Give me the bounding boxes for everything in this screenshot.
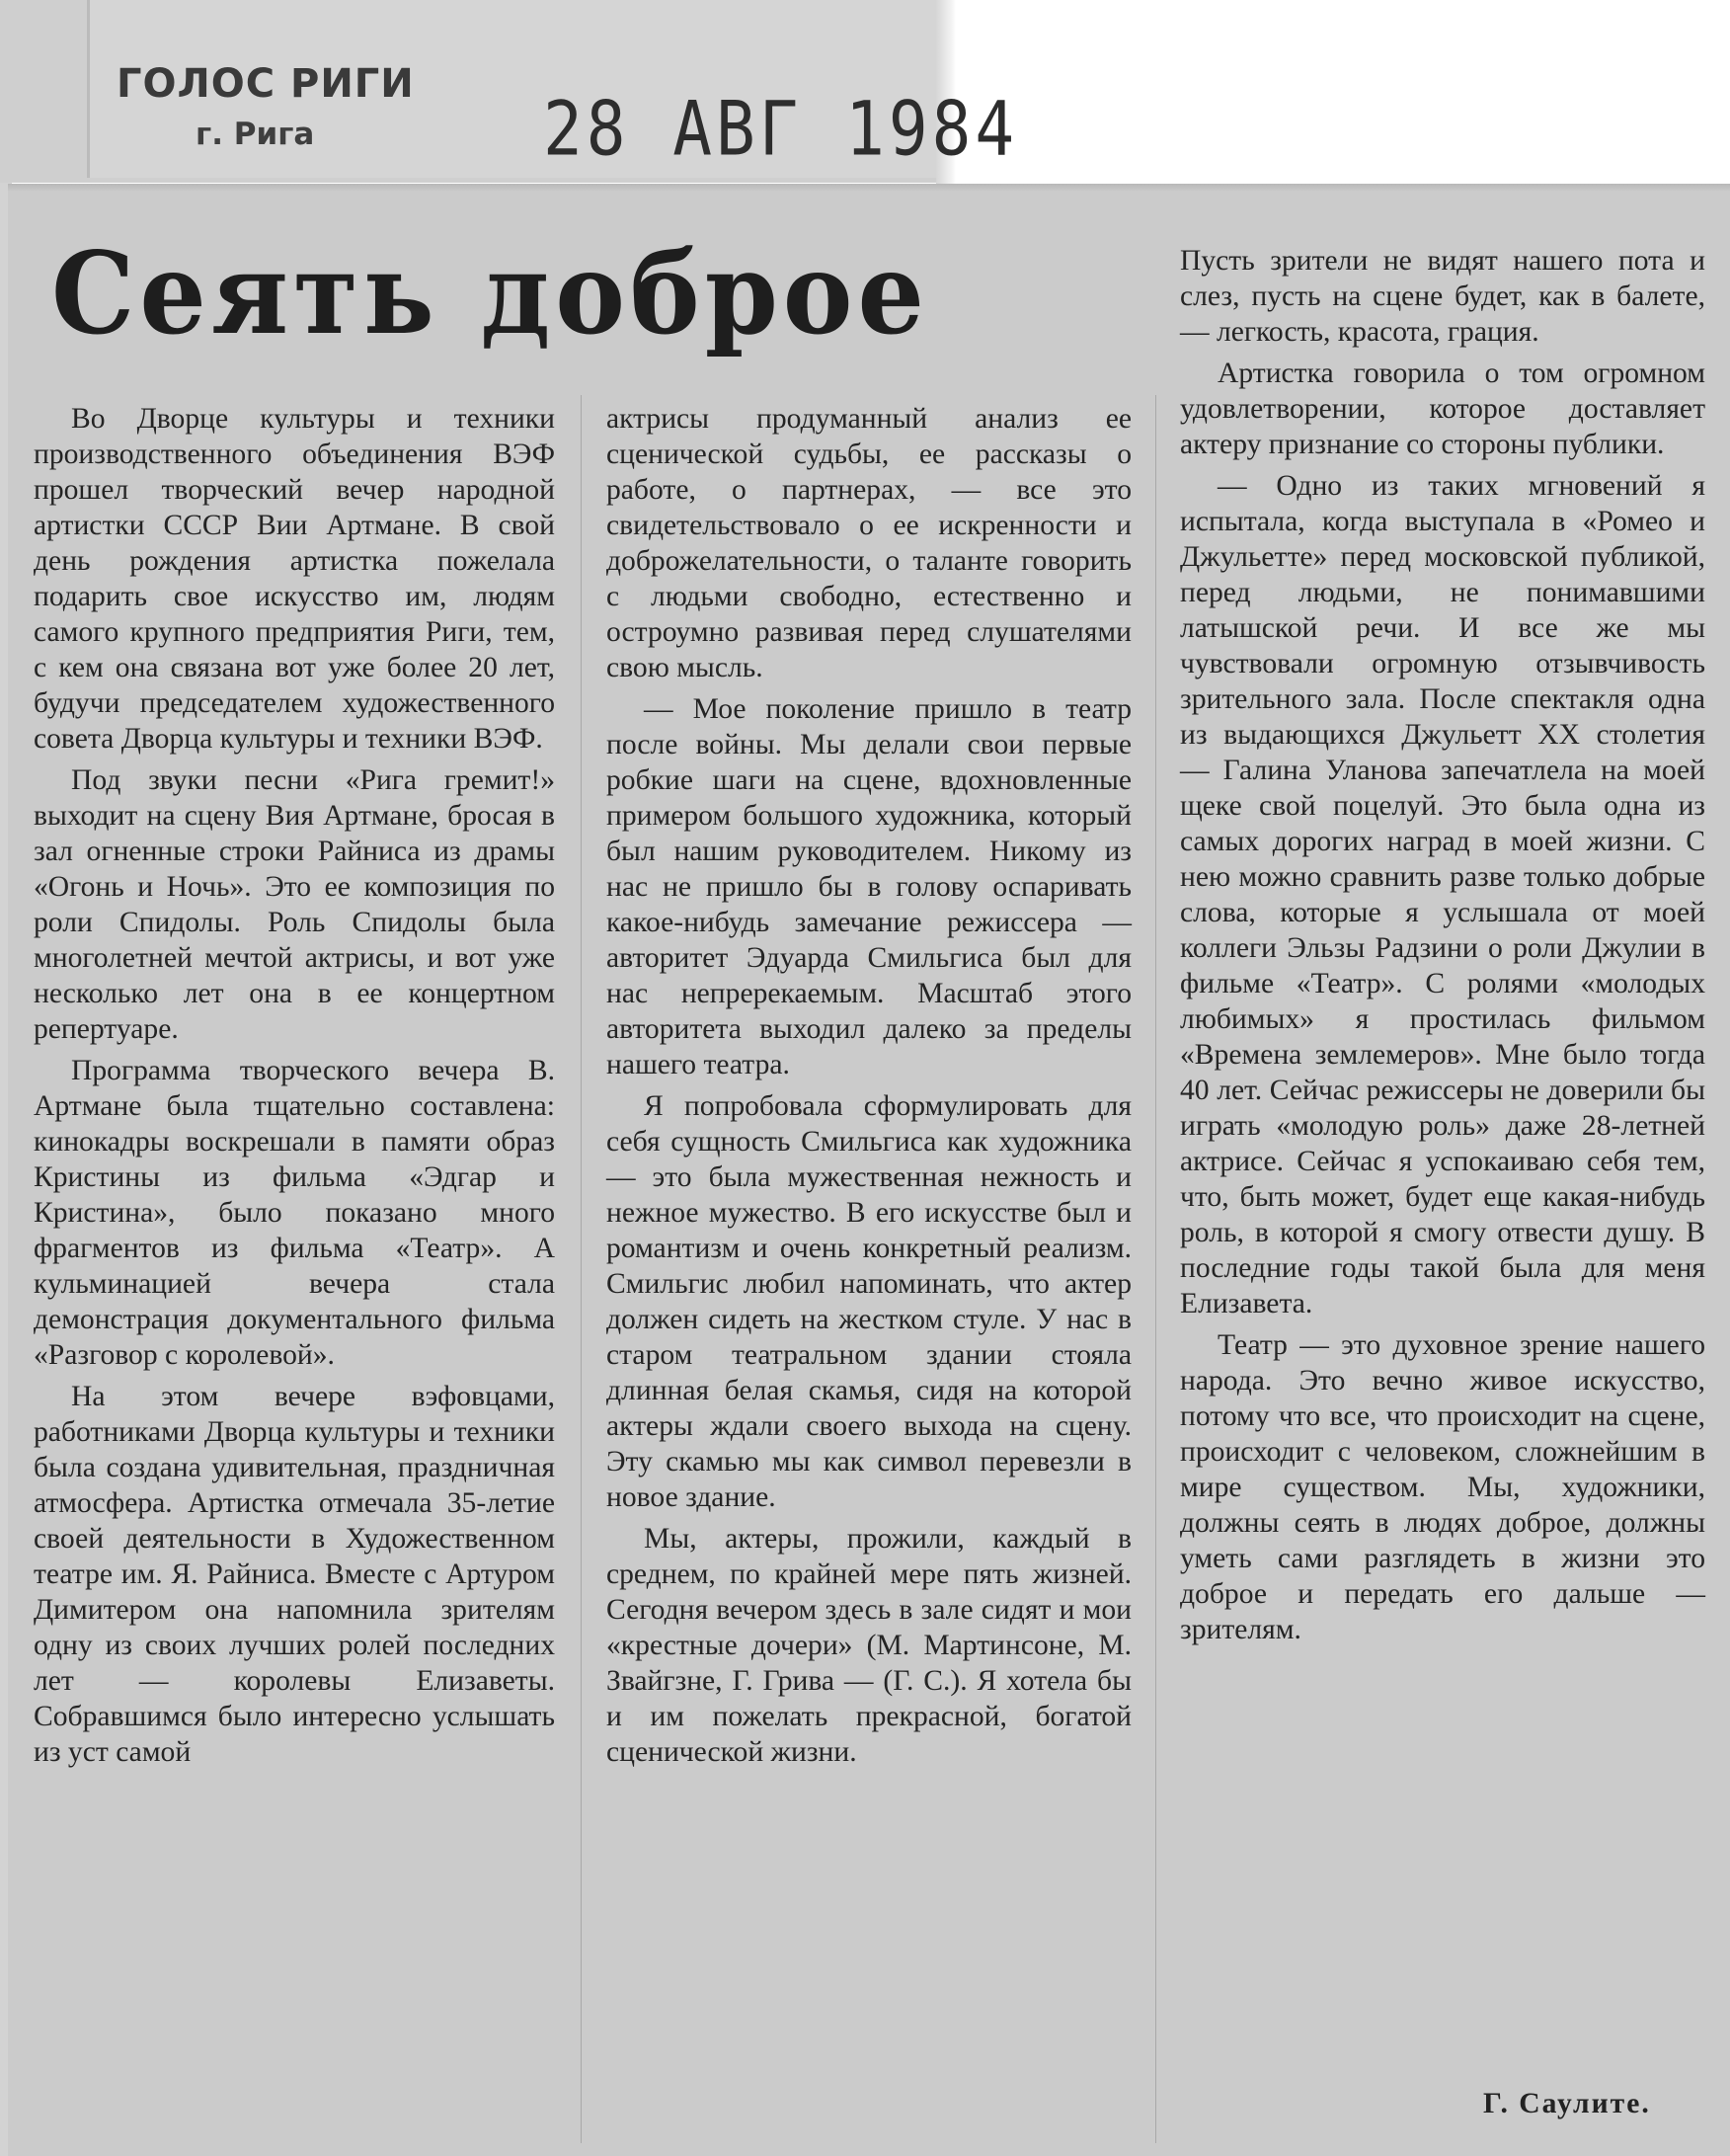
article-column-3 (1180, 243, 1705, 1647)
article-column-1 (34, 401, 555, 1770)
paper-top-shadow (8, 184, 1730, 192)
paragraph: Я попробовала сформулировать для себя сущность Смильгиса как художника — это была мужественная нежность и нежное мужество. В его искусстве был и романтизм и очень конкретный реализм. Смильгис любил напоминать, что актер должен сидеть на жестком стуле. У нас в старом театральном здании стояла длинная белая скамья, сидя на которой актеры ждали своего выхода на сцену. Эту скамью мы как символ перевезли в новое здание. (606, 1090, 1132, 1513)
paragraph: актрисы продуманный анализ ее сценической судьбы, ее рассказы о работе, о партнерах, — все это свидетельствовало о ее искренности и доброжелательности, о таланте говорить с людьми свободно, естественно и остроумно развивая перед слушателями свою мысль. (606, 403, 1132, 683)
paragraph: На этом вечере вэфовцами, работниками Дворца культуры и техники была создана удивительная, праздничная атмосфера. Артистка отмечала 35-летие своей деятельности в Художественном театре им. Я. Райниса. Вместе с Артуром Димитером она напомнила зрителям одну из своих лучших ролей последних лет — королевы Елизаветы. Собравшимся было интересно услышать из уст самой (34, 1381, 555, 1768)
stamp-date: 28 АВГ 1984 (543, 85, 1019, 173)
column-divider (581, 395, 582, 2143)
paragraph: Во Дворце культуры и техники производственного объединения ВЭФ прошел творческий вечер народной артистки СССР Вии Артмане. В свой день рождения артистка пожелала подарить свое искусство им, людям самого крупного предприятия Риги, тем, с кем она связана вот уже более 20 лет, будучи председателем художественного совета Дворца культуры и техники ВЭФ. (34, 403, 555, 755)
stamp-newspaper-name: ГОЛОС РИГИ (117, 61, 415, 107)
stamp-city: г. Рига (196, 117, 315, 152)
paragraph: — Одно из таких мгновений я испытала, когда выступала в «Ромео и Джульетте» перед московской публикой, перед людьми, не понимавшими латышской речи. И все же мы чувствовали огромную отзывчивость зрительного зала. После спектакля одна из выдающихся Джульетт XX столетия — Галина Уланова запечатлела на моей щеке свой поцелуй. Это была одна из самых дорогих наград в моей жизни. С нею можно сравнить разве только добрые слова, которые я услышала от моей коллеги Эльзы Радзини о роли Джулии в фильме «Театр». С ролями «молодых любимых» я простилась фильмом «Времена землемеров». Мне было тогда 40 лет. Сейчас режиссеры не доверили бы играть «молодую роль» даже 28-летней актрисе. Сейчас я успокаиваю себя тем, что, быть может, будет еще какая-нибудь роль, в которой я смогу отвести душу. В последние годы такой была для меня Елизавета. (1180, 470, 1705, 1319)
paragraph: Программа творческого вечера В. Артмане была тщательно составлена: кинокадры воскрешали в памяти образ Кристины из фильма «Эдгар и Кристина», было показано много фрагментов из фильма «Театр». А кульминацией вечера стала демонстрация документального фильма «Разговор с королевой». (34, 1055, 555, 1371)
paragraph: Мы, актеры, прожили, каждый в среднем, по крайней мере пять жизней. Сегодня вечером здесь в зале сидят и мои «крестные дочери» (М. Мартинсоне, М. Звайгзне, Г. Грива — (Г. С.). Я хотела бы и им пожелать прекрасной, богатой сценической жизни. (606, 1523, 1132, 1768)
paragraph: Под звуки песни «Рига гремит!» выходит на сцену Вия Артмане, бросая в зал огненные строки Райниса из драмы «Огонь и Ночь». Это ее композиция по роли Спидолы. Роль Спидолы была многолетней мечтой актрисы, и вот уже несколько лет она в ее концертном репертуаре. (34, 764, 555, 1045)
paragraph: Театр — это духовное зрение нашего народа. Это вечно живое искусство, потому что все, что происходит на сцене, происходит с человеком, сложнейшим в мире существом. Мы, художники, должны сеять в людях доброе, должны уметь сами разглядеть в жизни это доброе и передать его дальше — зрителям. (1180, 1329, 1705, 1645)
article-headline: Сеять доброе (51, 226, 929, 360)
column-divider (1155, 395, 1156, 2143)
paragraph: Артистка говорила о том огромном удовлетворении, которое доставляет актеру признание со стороны публики. (1180, 358, 1705, 460)
paragraph: — Мое поколение пришло в театр после войны. Мы делали свои первые робкие шаги на сцене, вдохновленные примером большого художника, который был нашим руководителем. Никому из нас не пришло бы в голову оспаривать какое-нибудь замечание режиссера — авторитет Эдуарда Смильгиса был для нас непререкаемым. Масштаб этого авторитета выходил далеко за пределы нашего театра. (606, 693, 1132, 1080)
article-column-2 (606, 401, 1132, 1770)
author-signature: Г. Саулите. (1483, 2088, 1651, 2119)
paragraph: Пусть зрители не видят нашего пота и слез, пусть на сцене будет, как в балете, — легкость, красота, грация. (1180, 245, 1705, 348)
